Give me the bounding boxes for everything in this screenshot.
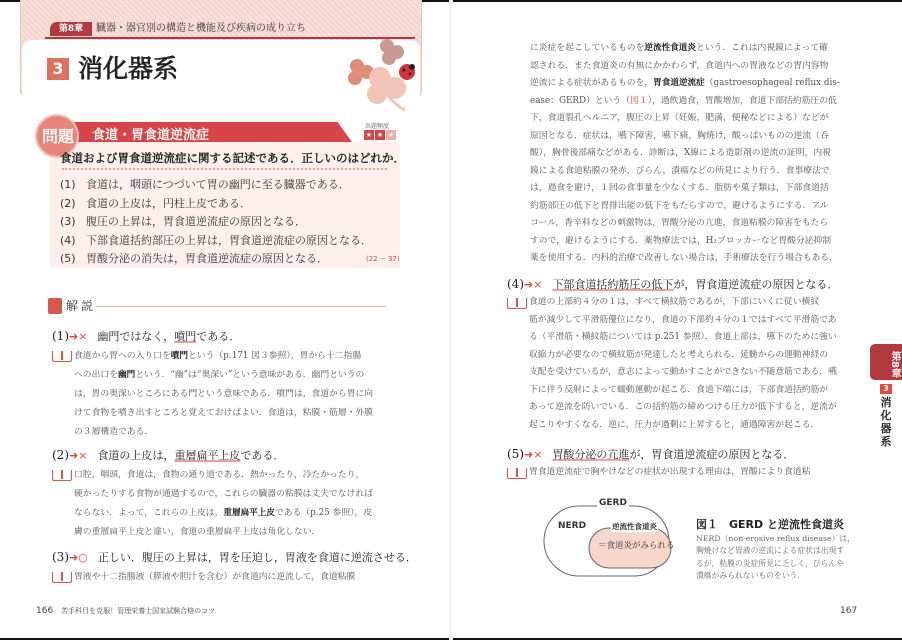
open-book-icon: [52, 351, 72, 362]
text-line: [530, 180, 860, 198]
gerd-diagram: [543, 498, 713, 578]
question-options: [60, 176, 372, 269]
text-segment: という．これは内視鏡によって確: [695, 43, 828, 53]
answer-mark-icon: ➜×: [524, 448, 543, 461]
option-1: [60, 176, 372, 195]
explanation-item-1: [52, 327, 392, 442]
item-body: [507, 294, 847, 434]
option-number: (4): [60, 233, 76, 247]
text-segment: 図１: [630, 95, 648, 106]
text-segment: 胃食道逆流症で胸やけなどの症状が出現する理由は，胃酸により食道粘: [529, 467, 811, 477]
open-book-icon: [507, 468, 527, 479]
explanation-item-2: [52, 446, 392, 542]
text-line: [74, 347, 392, 366]
text-line: [74, 485, 392, 504]
text-segment: 支配を受けているが，意志によって動かすことができない不随意筋である．嚥: [529, 367, 837, 377]
item-body: [507, 464, 847, 482]
text-line: [74, 568, 392, 587]
bold-term: 胃食道逆流症: [653, 78, 705, 88]
text-line: [530, 198, 860, 216]
section-side-label: [880, 384, 892, 448]
figure-description-line: NERD（non-erosive reflux disease）は，: [696, 534, 856, 543]
text-line: [530, 128, 860, 146]
section-title: 消化器系: [78, 54, 179, 83]
text-line: [530, 250, 860, 268]
text-segment: 起こりやすくなる．逆に，圧力が過剰に上昇すると，通過障害が起こる．: [529, 419, 820, 430]
text-line: [529, 364, 847, 382]
nerd-label: NERD: [558, 521, 587, 531]
text-segment: 下，食道裂孔ヘルニア，腹圧の上昇（妊娠，肥満，便秘などによる）などが: [530, 113, 829, 123]
bold-term: 逆流性食道炎: [644, 43, 696, 53]
option-text: 食道は，咽頭につづいて胃の幽門に至る臓器である．: [86, 178, 350, 191]
option-text: 食道の上皮は，円柱上皮である．: [86, 196, 251, 210]
text-segment: 筋が減少して平滑筋優位になり，食道の下部約４分の１ではすべて平滑筋であ: [529, 314, 837, 325]
item-heading: [52, 548, 417, 568]
chapter-title: 臓器・器官別の構造と機能及び疾病の成り立ち: [96, 23, 306, 34]
text-segment: 口腔，咽頭，食道は，食物の通り道である．熱かったり，冷たかったり，: [74, 470, 365, 480]
text-line: [529, 399, 847, 417]
option-number: (3): [60, 215, 76, 229]
text-line: [74, 385, 392, 404]
text-segment: ），過飲過食，胃酸増加，食道下部括約筋圧の低: [647, 95, 837, 106]
text-segment: という．“幽”は“奥深い”という意味がある．幽門というの: [135, 370, 365, 380]
text-line: [530, 233, 860, 251]
open-book-icon: [507, 298, 527, 309]
text-segment: 胃液や十二指腸液（膵液や胆汁を含む）が食道内に逆流して，食道粘膜: [74, 572, 356, 582]
figure-description-line: るが，粘膜の炎症所見に乏しく，びらんや: [696, 558, 844, 568]
text-segment: 逆流による症状があるものを，: [530, 78, 654, 88]
text-segment: の３層構造である．: [74, 427, 154, 437]
text-line: [529, 329, 847, 347]
text-segment: 正しい．腹圧の上昇は，胃を圧迫し，胃液を食道に逆流させる．: [97, 551, 417, 564]
item-heading: [507, 446, 847, 464]
text-segment: は，胃の奥深いところにある門という意味である．噴門は，食道から胃に向: [74, 389, 374, 399]
text-segment: あって逆流を防いでいる．この括約筋の締めつける圧力が低下すると，逆流が: [529, 402, 837, 412]
text-segment: である．: [240, 449, 285, 462]
item-heading: [52, 327, 392, 347]
text-segment: すので，避けるようにする．薬物療法では，H₂ブロッカーなど胃酸分泌抑制: [530, 235, 832, 246]
open-book-icon: [52, 572, 72, 583]
option-4: [60, 232, 372, 251]
text-line: [74, 366, 392, 385]
clover-ladybug-icon: [345, 36, 425, 116]
text-segment: る（平滑筋・横紋筋については p.251 参照）．食道上部は，嚥下のために強い: [529, 332, 837, 342]
text-segment: である（p.25 参照），皮: [274, 508, 373, 518]
text-line: [74, 466, 392, 485]
star-icon: ★: [387, 131, 395, 139]
text-segment: が，胃食道逆流症の原因となる．: [673, 278, 839, 291]
book-title: 苦手科目を克服！管理栄養士国家試験合格のコツ: [61, 607, 216, 615]
figure-caption: 図１ GERD と逆流性食道炎: [696, 518, 844, 531]
text-segment: 食道から胃への入り口を: [74, 351, 171, 361]
text-segment: は，過食を避け，１回の食事量を少なくする．脂肪や菓子類は，下部食道括: [530, 183, 829, 193]
text-line: [74, 404, 392, 423]
option-5: [60, 250, 372, 269]
text-segment: 下に伴う反射によって蠕動運動が起こる．食道下端には，下部食道括約筋が: [529, 384, 829, 395]
bold-term: 幽門: [118, 370, 136, 380]
text-segment: 認される．また食道炎の有無にかかわらず，食道内への胃液などの胃内容物: [530, 60, 829, 71]
text-segment: 食道の上皮は，: [97, 449, 175, 462]
explanation-divider: [96, 306, 386, 307]
esophagitis-text: ＝食道炎がみられる: [598, 541, 675, 551]
text-line: [530, 145, 860, 163]
chapter-badge: 第8章: [50, 22, 92, 36]
text-line: [530, 163, 860, 181]
question-source: (22 − 37): [366, 255, 400, 263]
text-segment: 薬を使用する．内科的治療で改善しない場合は，手術療法を行う場合もある．: [530, 253, 838, 263]
item-number: (5): [507, 447, 524, 461]
item-number: (2): [52, 448, 69, 462]
text-line: [74, 504, 392, 523]
question-title: 食道・胃食道逆流症: [92, 128, 210, 143]
footer-left: [36, 606, 215, 616]
text-segment: への出口を: [74, 370, 118, 380]
option-number: (5): [60, 252, 76, 266]
answer-mark-icon: ➜○: [69, 551, 88, 564]
text-line: [529, 347, 847, 365]
open-book-icon: [52, 470, 72, 481]
item-number: (1): [52, 329, 69, 343]
text-segment: （gastroesophageal reflux dis-: [704, 78, 840, 88]
bold-term: 重層扁平上皮: [223, 508, 275, 518]
explanation-item-5: [507, 446, 847, 482]
option-3: [60, 213, 372, 232]
item-body: [52, 466, 392, 542]
text-line: [530, 110, 860, 128]
text-segment: けて食物を噴き出すところと覚えておけばよい．食道は，粘膜・筋層・外膜: [74, 408, 374, 418]
text-line: [529, 382, 847, 400]
question-label: 問題: [41, 127, 74, 146]
page-number-left: 166: [36, 606, 54, 616]
figure-description-line: 潰瘍がみられないものをいう．: [696, 571, 806, 581]
section-number: 3: [47, 58, 69, 80]
text-segment: 約筋部圧の低下と胃排出能の低下をもたらすので，避けるようにする．アル: [530, 200, 829, 211]
text-segment: という（p.171 図３参照），胃から十二指腸: [187, 351, 362, 361]
text-line: [530, 93, 860, 111]
item-heading: [52, 446, 392, 466]
explanation-item-4: [507, 276, 847, 434]
text-segment: である．: [196, 330, 241, 343]
text-line: [530, 58, 860, 76]
text-segment: 収縮力が必要なので横紋筋が発達したと考えられる．延髄からの運動神経の: [529, 349, 829, 360]
book-spine: [449, 0, 453, 640]
item-number: (3): [52, 550, 69, 564]
text-line: [529, 312, 847, 330]
text-segment: 原因となる．症状は，嚥下障害，嚥下痛，胸焼け，酸っぱいものの逆流（呑: [530, 130, 829, 141]
option-text: 下部食道括約部圧の上昇は，胃食道逆流症の原因となる．: [86, 233, 372, 247]
item-heading: [507, 276, 847, 294]
text-segment: 膚の重層扁平上皮と違い，食道の重層扁平上皮は角化しない．: [74, 527, 321, 537]
star-icon: ★: [376, 131, 384, 139]
text-segment: 下部食道括約筋圧の低下: [552, 278, 674, 291]
text-segment: コール，香辛料などの刺激物は，胃酸分泌の亢進，食道粘膜の障害をもたら: [530, 218, 829, 228]
side-section-number: 3: [880, 384, 892, 394]
text-line: [530, 40, 860, 58]
answer-mark-icon: ➜×: [524, 278, 543, 291]
bold-term: 噴門: [170, 351, 188, 361]
text-line: [529, 294, 847, 312]
option-number: (2): [60, 196, 76, 210]
option-text: 腹圧の上昇は，胃食道逆流症の原因となる．: [86, 215, 306, 229]
text-segment: 酸），胸骨後部痛などがある．診断は，X線による造影剤の逆流の証明，内視: [530, 148, 831, 158]
question-stem: 食道および胃食道逆流症に関する記述である．正しいのはどれか．: [60, 151, 405, 165]
figure-description: [696, 533, 855, 583]
frequency-stars: [364, 130, 396, 140]
text-line: [74, 423, 392, 442]
page-number-right: 167: [840, 606, 858, 616]
item-body: [52, 568, 392, 587]
text-segment: 硬かったりする食物が通過するので，これらの臓器の粘膜は丈夫でなければ: [74, 489, 373, 499]
option-text: 胃酸分泌の消失は，胃食道逆流症の原因となる．: [86, 252, 328, 266]
text-segment: 噴門: [174, 330, 197, 343]
figure-description-line: 胸焼けなど胃液の逆流による症状は出現す: [696, 546, 845, 556]
continued-paragraph: [530, 40, 860, 268]
explanation-book-icon: [48, 298, 62, 314]
text-line: [529, 417, 847, 435]
answer-mark-icon: ➜×: [69, 449, 88, 462]
frequency-label: 出題頻度: [365, 123, 390, 130]
item-number: (4): [507, 277, 524, 291]
text-segment: ease：GERD）という（: [530, 95, 631, 106]
text-line: [529, 464, 847, 482]
item-body: [52, 347, 392, 442]
dotted-divider: [62, 168, 387, 170]
text-segment: 重層扁平上皮: [174, 449, 241, 462]
star-icon: ★: [365, 131, 373, 139]
esophagitis-label: 逆流性食道炎: [612, 522, 657, 531]
explanation-item-3: [52, 548, 417, 587]
text-segment: が，胃食道逆流症の原因となる．: [629, 448, 795, 461]
text-segment: 食道の上部約４分の１は，すべて横紋筋であるが，下部にいくに従い横紋: [529, 297, 820, 307]
text-segment: に炎症を起こしているものを: [530, 43, 645, 53]
text-segment: 鏡による食道粘膜の発赤，びらん，潰瘍などの所見により行う．食事療法で: [530, 165, 830, 176]
text-segment: 幽門ではなく，: [97, 330, 175, 343]
text-line: [74, 523, 392, 542]
chapter-side-tab[interactable]: 第8章: [870, 344, 902, 380]
side-section-title: 消化器系: [880, 396, 892, 448]
answer-mark-icon: ➜×: [69, 330, 88, 343]
text-segment: ならない．よって，これらの上皮は，: [74, 508, 224, 518]
option-number: (1): [60, 178, 76, 191]
explanation-heading: 解説: [66, 299, 97, 313]
text-segment: 胃酸分泌の亢進: [552, 448, 630, 461]
gerd-label: GERD: [599, 498, 627, 508]
text-line: [530, 215, 860, 233]
text-line: [530, 75, 860, 93]
option-2: [60, 195, 372, 214]
